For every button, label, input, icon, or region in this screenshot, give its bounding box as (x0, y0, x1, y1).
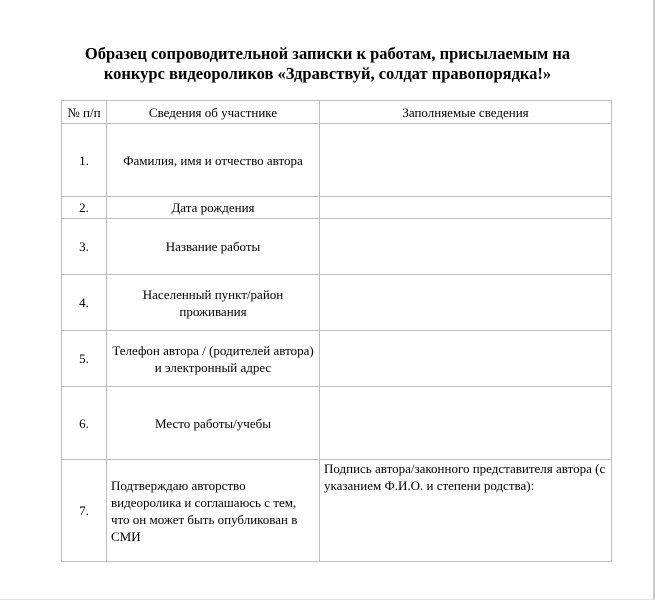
table-row (62, 331, 612, 387)
table-header-row (62, 101, 612, 124)
row-info: Телефон автора / (родителей автора) и электронный адрес (107, 331, 320, 387)
row-number: 4. (62, 275, 107, 331)
row-number: 3. (62, 219, 107, 275)
header-num: № п/п (62, 101, 107, 124)
row-info: Фамилия, имя и отчество автора (107, 124, 320, 197)
document-title (0, 44, 655, 84)
row-number: 2. (62, 197, 107, 219)
participant-form-table (61, 100, 612, 562)
fill-cell-workplace[interactable] (320, 387, 612, 460)
row-number: 5. (62, 331, 107, 387)
row-number: 6. (62, 387, 107, 460)
table-row (62, 197, 612, 219)
title-line-2: конкурс видеороликов «Здравствуй, солдат правопорядка!» (103, 64, 552, 83)
fill-cell-birth-date[interactable] (320, 197, 612, 219)
row-info: Дата рождения (107, 197, 320, 219)
row-info: Место работы/учебы (107, 387, 320, 460)
row-number: 7. (62, 460, 107, 562)
row-number: 1. (62, 124, 107, 197)
table-row (62, 124, 612, 197)
row-info: Населенный пункт/район проживания (107, 275, 320, 331)
header-info: Сведения об участнике (107, 101, 320, 124)
table-row (62, 387, 612, 460)
row-info-consent: Подтверждаю авторство видеоролика и соглашаюсь с тем, что он может быть опубликован в СМИ (107, 460, 320, 562)
row-info: Название работы (107, 219, 320, 275)
table-row (62, 460, 612, 562)
fill-cell-full-name[interactable] (320, 124, 612, 197)
fill-cell-locality[interactable] (320, 275, 612, 331)
header-fill: Заполняемые сведения (320, 101, 612, 124)
title-line-1: Образец сопроводительной записки к работам, присылаемым на (84, 44, 571, 63)
fill-cell-work-title[interactable] (320, 219, 612, 275)
table-row (62, 275, 612, 331)
fill-cell-signature[interactable]: Подпись автора/законного представителя автора (с указанием Ф.И.О. и степени родства): (320, 460, 612, 562)
fill-cell-contacts[interactable] (320, 331, 612, 387)
table-row (62, 219, 612, 275)
